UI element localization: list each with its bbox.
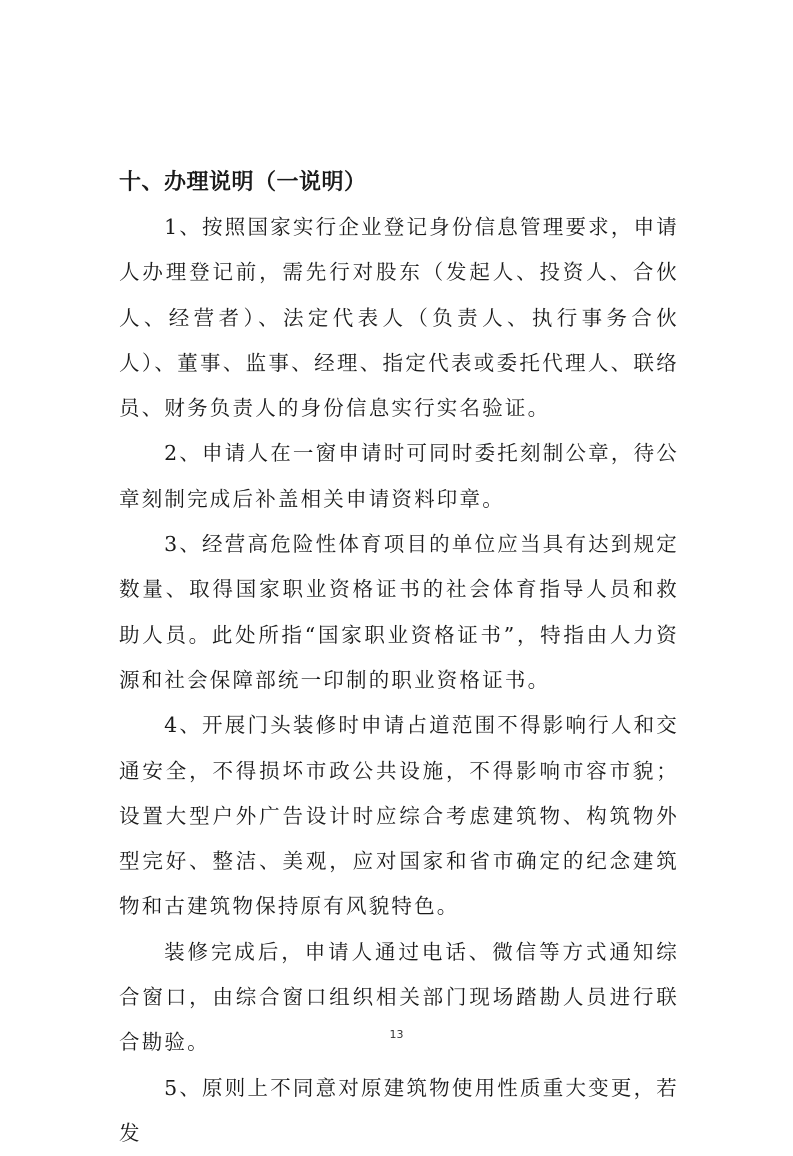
paragraph-item-1: 1、按照国家实行企业登记身份信息管理要求，申请人办理登记前，需先行对股东（发起人、投资人、合伙人、经营者）、法定代表人（负责人、执行事务合伙人）、董事、监事、经理、指定代表或委托代理人、联络员、财务负责人的身份信息实行实名验证。 <box>119 215 679 421</box>
paragraph-item-4: 4、开展门头装修时申请占道范围不得影响行人和交通安全，不得损坏市政公共设施，不得影响市容市貌；设置大型户外广告设计时应综合考虑建筑物、构筑物外型完好、整洁、美观，应对国家和省市确定的纪念建筑物和古建筑物保持原有风貌特色。 <box>119 713 679 919</box>
paragraph-item-2: 2、申请人在一窗申请时可同时委托刻制公章，待公章刻制完成后补盖相关申请资料印章。 <box>119 441 679 511</box>
paragraph-item-4-continued: 装修完成后，申请人通过电话、微信等方式通知综合窗口，由综合窗口组织相关部门现场踏勘人员进行联合勘验。 <box>119 939 679 1055</box>
section-title: 十、办理说明（一说明） <box>119 170 367 195</box>
page-number: 13 <box>389 1028 404 1041</box>
body-text <box>119 205 679 1156</box>
paragraph-item-5: 5、原则上不同意对原建筑物使用性质重大变更，若发 <box>119 1075 679 1145</box>
paragraph-item-3: 3、经营高危险性体育项目的单位应当具有达到规定数量、取得国家职业资格证书的社会体育指导人员和救助人员。此处所指“国家职业资格证书”，特指由人力资源和社会保障部统一印制的职业资格证书。 <box>119 532 679 692</box>
